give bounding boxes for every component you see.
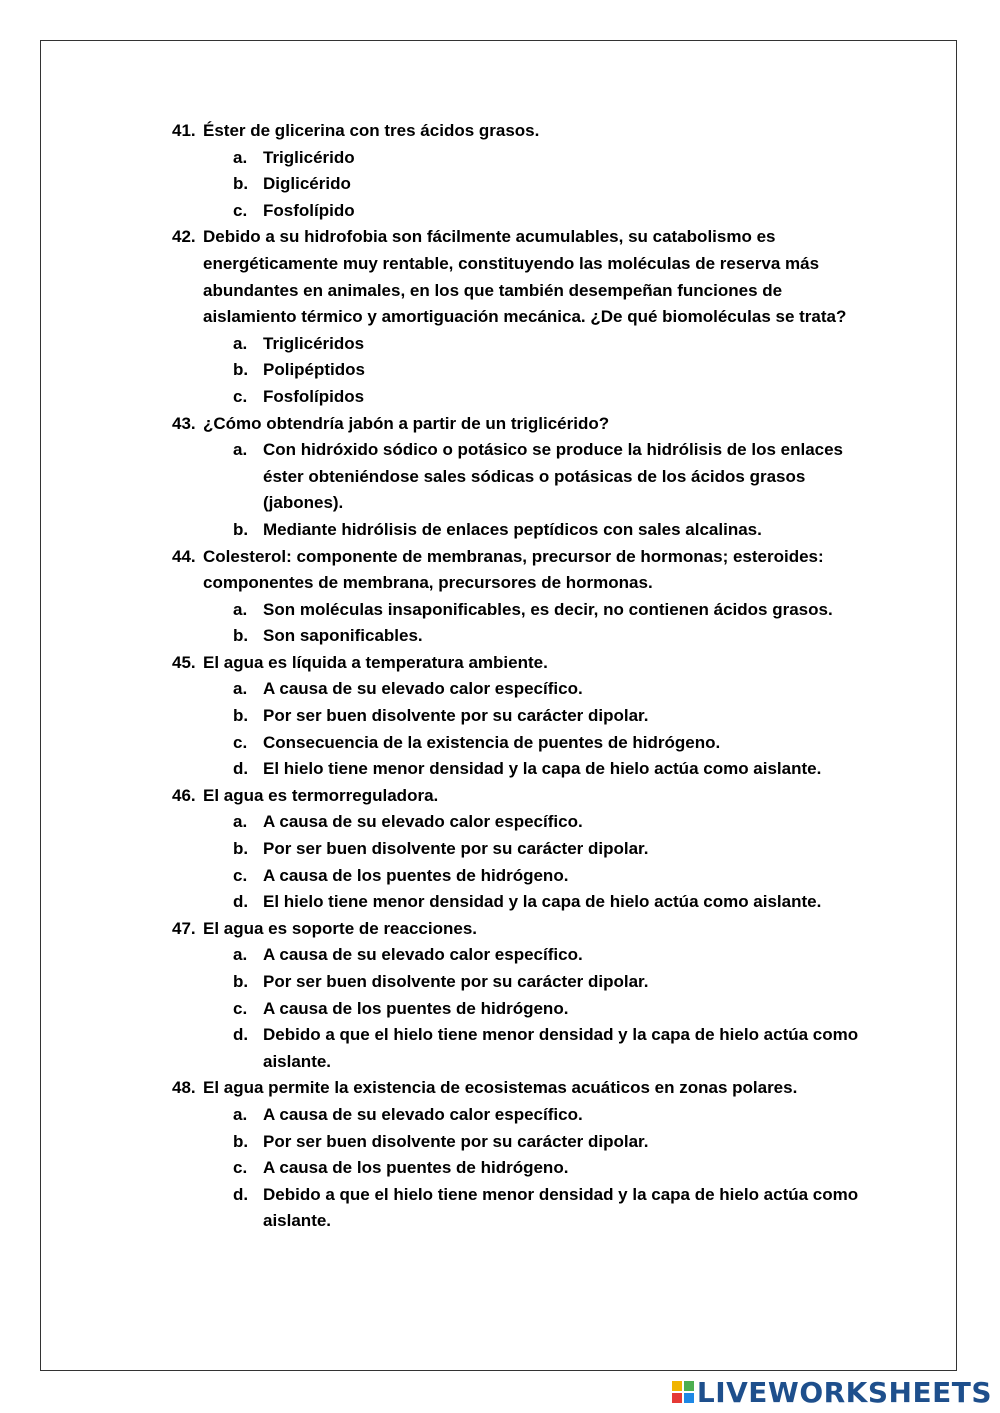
answer-options	[172, 437, 862, 543]
option-text: A causa de su elevado calor específico.	[263, 1104, 583, 1124]
answer-option[interactable]	[172, 1022, 862, 1075]
option-text: A causa de su elevado calor específico.	[263, 945, 583, 965]
answer-option[interactable]	[172, 942, 862, 969]
answer-options	[172, 597, 862, 650]
question-number: 42.	[172, 227, 196, 247]
option-text: El hielo tiene menor densidad y la capa de hielo actúa como aislante.	[263, 759, 822, 779]
answer-option[interactable]	[172, 889, 862, 916]
answer-option[interactable]	[172, 1182, 862, 1235]
answer-options	[172, 809, 862, 915]
option-text: Debido a que el hielo tiene menor densidad y la capa de hielo actúa como aislante.	[263, 1025, 859, 1071]
question	[172, 783, 862, 916]
question	[172, 411, 862, 544]
answer-option[interactable]	[172, 676, 862, 703]
option-text: Diglicérido	[263, 174, 351, 194]
question-line	[172, 916, 862, 943]
answer-option[interactable]	[172, 623, 862, 650]
option-letter: c.	[233, 732, 248, 752]
option-text: Por ser buen disolvente por su carácter dipolar.	[263, 706, 649, 726]
question-text: Colesterol: componente de membranas, precursor de hormonas; esteroides: componentes de membrana, precursores de hormonas.	[203, 546, 824, 593]
question-number: 41.	[172, 121, 196, 140]
option-text: Fosfolípidos	[263, 386, 365, 406]
question-line	[172, 650, 862, 677]
option-text: Por ser buen disolvente por su carácter dipolar.	[263, 839, 649, 859]
question-line	[172, 1075, 862, 1102]
question	[172, 118, 862, 224]
question-number: 43.	[172, 413, 196, 433]
answer-option[interactable]	[172, 145, 862, 172]
option-letter: a.	[233, 440, 248, 460]
option-text: Fosfolípido	[263, 200, 355, 220]
worksheet-content	[172, 118, 862, 1235]
answer-options	[172, 676, 862, 782]
answer-option[interactable]	[172, 171, 862, 198]
answer-option[interactable]	[172, 730, 862, 757]
question-line	[172, 224, 862, 330]
question-text: ¿Cómo obtendría jabón a partir de un triglicérido?	[203, 413, 610, 433]
option-letter: c.	[233, 386, 248, 406]
answer-option[interactable]	[172, 1129, 862, 1156]
answer-option[interactable]	[172, 756, 862, 783]
answer-options	[172, 942, 862, 1075]
answer-option[interactable]	[172, 384, 862, 411]
answer-options	[172, 145, 862, 225]
answer-option[interactable]	[172, 996, 862, 1023]
option-text: A causa de los puentes de hidrógeno.	[263, 998, 569, 1018]
option-letter: a.	[233, 1104, 248, 1124]
question-line	[172, 411, 862, 438]
question	[172, 1075, 862, 1235]
question-line	[172, 783, 862, 810]
answer-option[interactable]	[172, 1155, 862, 1182]
question-line	[172, 544, 862, 597]
option-letter: b.	[233, 972, 249, 991]
option-letter: c.	[233, 998, 248, 1018]
question-number: 47.	[172, 918, 196, 938]
option-text: Debido a que el hielo tiene menor densidad y la capa de hielo actúa como aislante.	[263, 1184, 859, 1231]
option-text: A causa de su elevado calor específico.	[263, 812, 583, 832]
option-text: Son moléculas insaponificables, es decir, no contienen ácidos grasos.	[263, 599, 833, 619]
option-text: El hielo tiene menor densidad y la capa de hielo actúa como aislante.	[263, 892, 822, 912]
answer-option[interactable]	[172, 597, 862, 624]
option-letter: c.	[233, 1158, 248, 1178]
option-text: A causa de su elevado calor específico.	[263, 679, 583, 699]
option-text: Polipéptidos	[263, 360, 365, 380]
question-number: 48.	[172, 1078, 196, 1098]
option-letter: b.	[233, 626, 249, 646]
question	[172, 916, 862, 1076]
option-letter: b.	[233, 1131, 249, 1151]
option-letter: b.	[233, 174, 249, 194]
answer-option[interactable]	[172, 331, 862, 358]
option-text: Con hidróxido sódico o potásico se produce la hidrólisis de los enlaces éster obteniéndose sales sódicas o potásicas de los ácidos grasos (jabones).	[263, 440, 844, 513]
question	[172, 224, 862, 410]
question-number: 45.	[172, 652, 196, 672]
liveworksheets-watermark	[672, 1375, 992, 1409]
answer-option[interactable]	[172, 357, 862, 384]
answer-options	[172, 331, 862, 411]
option-text: Por ser buen disolvente por su carácter dipolar.	[263, 972, 649, 991]
answer-option[interactable]	[172, 969, 862, 996]
option-letter: d.	[233, 892, 249, 912]
option-letter: d.	[233, 1025, 249, 1045]
answer-option[interactable]	[172, 703, 862, 730]
question-line	[172, 118, 862, 145]
option-letter: b.	[233, 519, 249, 539]
answer-option[interactable]	[172, 836, 862, 863]
question-text: Éster de glicerina con tres ácidos grasos.	[203, 121, 540, 140]
option-text: A causa de los puentes de hidrógeno.	[263, 865, 569, 885]
option-letter: a.	[233, 333, 248, 353]
option-text: A causa de los puentes de hidrógeno.	[263, 1158, 569, 1178]
option-text: Triglicéridos	[263, 333, 365, 353]
option-letter: b.	[233, 706, 249, 726]
option-letter: a.	[233, 812, 248, 832]
answer-option[interactable]	[172, 437, 862, 517]
option-text: Consecuencia de la existencia de puentes de hidrógeno.	[263, 732, 721, 752]
option-text: Son saponificables.	[263, 626, 423, 646]
option-letter: d.	[233, 1184, 249, 1204]
question-text: Debido a su hidrofobia son fácilmente acumulables, su catabolismo es energéticamente muy rentable, constituyendo las moléculas de reserva más abundantes en animales, en los que también desempeñan funciones de aislamiento térmico y amortiguación mecánica. ¿De qué biomoléculas se trata?	[203, 227, 847, 327]
answer-option[interactable]	[172, 198, 862, 225]
option-letter: a.	[233, 945, 248, 965]
option-letter: a.	[233, 599, 248, 619]
question-number: 44.	[172, 546, 196, 566]
option-letter: c.	[233, 200, 248, 220]
question-text: El agua es líquida a temperatura ambiente.	[203, 652, 548, 672]
watermark-text: LIVEWORKSHEETS	[696, 1375, 992, 1409]
option-text: Por ser buen disolvente por su carácter dipolar.	[263, 1131, 649, 1151]
question-text: El agua permite la existencia de ecosistemas acuáticos en zonas polares.	[203, 1078, 798, 1098]
option-letter: c.	[233, 865, 248, 885]
question-text: El agua es termorreguladora.	[203, 785, 439, 805]
option-text: Mediante hidrólisis de enlaces peptídicos con sales alcalinas.	[263, 519, 762, 539]
option-letter: a.	[233, 147, 248, 167]
answer-option[interactable]	[172, 809, 862, 836]
option-letter: b.	[233, 360, 249, 380]
answer-options	[172, 1102, 862, 1235]
liveworksheets-logo-icon	[672, 1381, 694, 1403]
option-letter: d.	[233, 759, 249, 779]
question-number: 46.	[172, 785, 196, 805]
question	[172, 544, 862, 650]
answer-option[interactable]	[172, 517, 862, 544]
question-text: El agua es soporte de reacciones.	[203, 918, 478, 938]
option-letter: a.	[233, 679, 248, 699]
option-letter: b.	[233, 839, 249, 859]
question	[172, 650, 862, 783]
answer-option[interactable]	[172, 863, 862, 890]
option-text: Triglicérido	[263, 147, 355, 167]
answer-option[interactable]	[172, 1102, 862, 1129]
